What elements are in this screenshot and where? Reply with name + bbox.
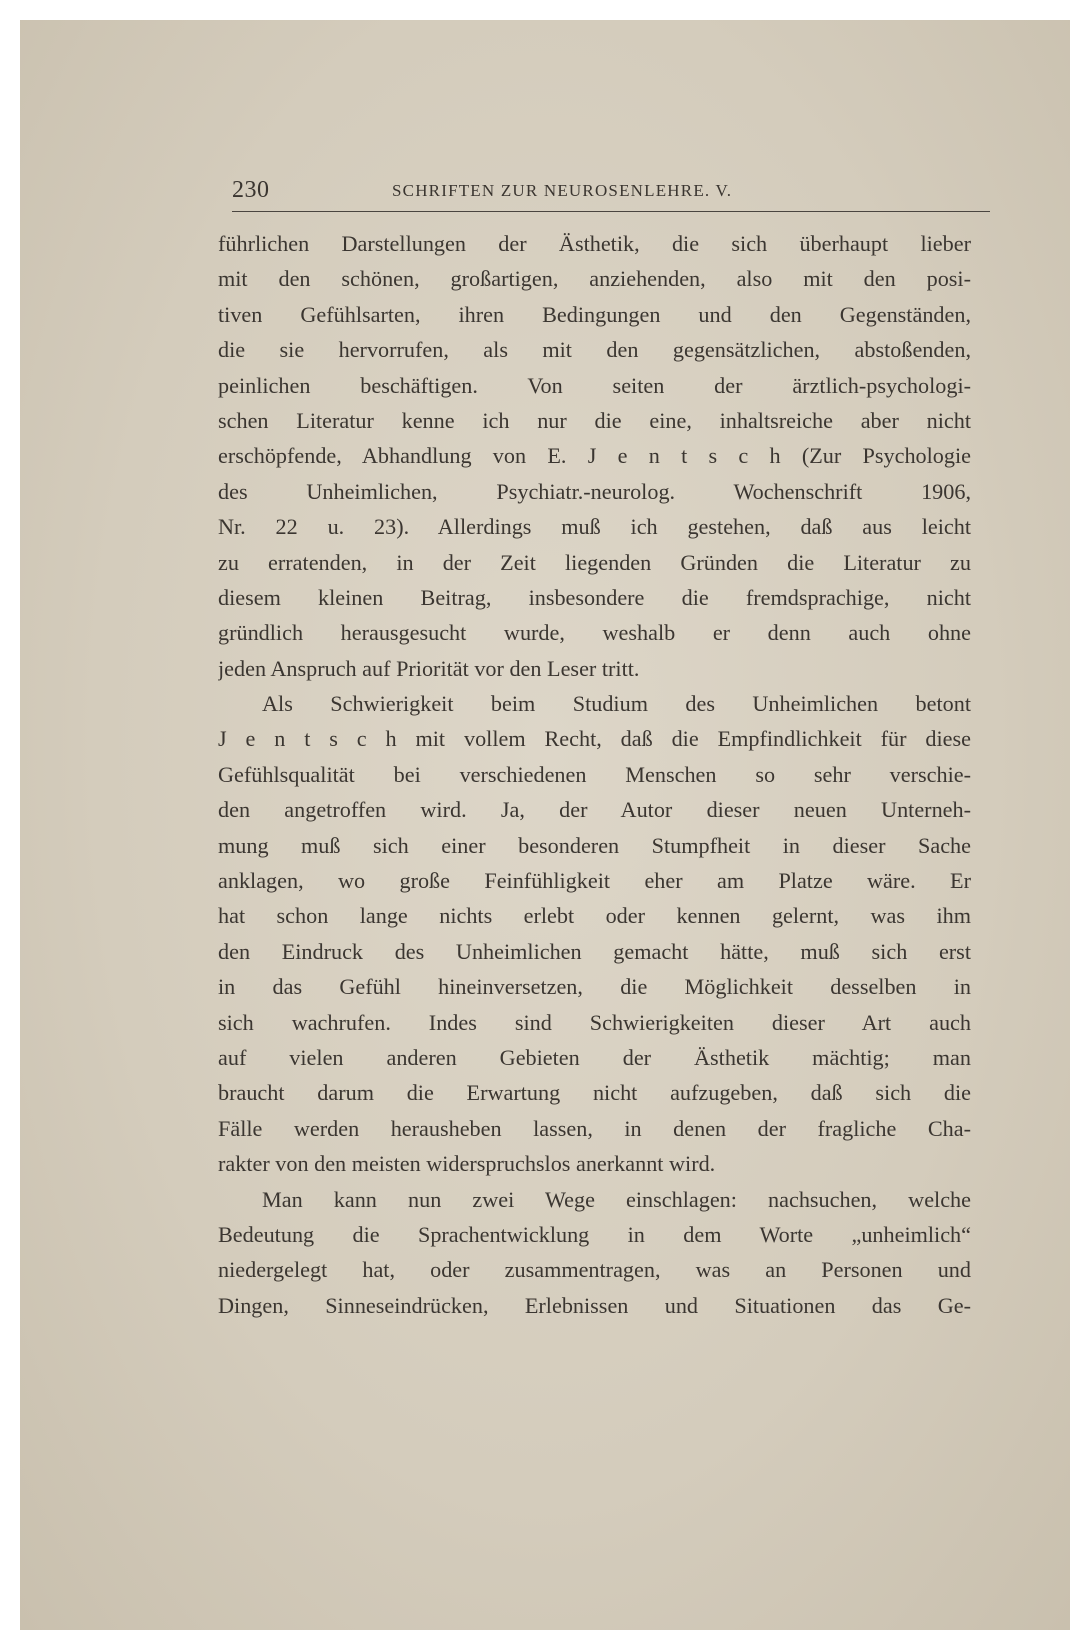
text-line: den angetroffen wird. Ja, der Autor dieser neuen Unterneh-: [218, 797, 971, 823]
text-line: mit den schönen, großartigen, anziehenden, also mit den posi-: [218, 266, 971, 292]
page-number: 230: [232, 177, 270, 203]
paragraph-2: [218, 686, 971, 1181]
text-line: Nr. 22 u. 23). Allerdings muß ich gestehen, daß aus leicht: [218, 514, 971, 540]
text-line: gründlich herausgesucht wurde, weshalb er denn auch ohne: [218, 620, 971, 646]
text-line: die sie hervorrufen, als mit den gegensätzlichen, abstoßenden,: [218, 337, 971, 363]
text-line: anklagen, wo große Feinfühligkeit eher am Platze wäre. Er: [218, 868, 971, 894]
text-line: mung muß sich einer besonderen Stumpfheit in dieser Sache: [218, 832, 971, 858]
text-line: Dingen, Sinneseindrücken, Erlebnissen und Situationen das Ge-: [218, 1292, 971, 1318]
text-line: des Unheimlichen, Psychiatr.-neurolog. Wochenschrift 1906,: [218, 478, 971, 504]
text-line: führlichen Darstellungen der Ästhetik, die sich überhaupt lieber: [218, 231, 971, 256]
text-line: Gefühlsqualität bei verschiedenen Menschen so sehr verschie-: [218, 761, 971, 787]
text-line: in das Gefühl hineinversetzen, die Möglichkeit desselben in: [218, 974, 971, 1000]
paragraph-3: [218, 1182, 971, 1324]
text-line: jeden Anspruch auf Priorität vor den Leser tritt.: [218, 655, 640, 681]
text-line: erschöpfende, Abhandlung von E. J e n t s c h (Zur Psychologie: [218, 443, 971, 469]
text-line: zu erratenden, in der Zeit liegenden Gründen die Literatur zu: [218, 549, 971, 575]
text-line: hat schon lange nichts erlebt oder kennen gelernt, was ihm: [218, 903, 971, 929]
text-line: Bedeutung die Sprachentwicklung in dem Worte „unheimlich“: [218, 1221, 971, 1247]
text-line: sich wachrufen. Indes sind Schwierigkeiten dieser Art auch: [218, 1009, 971, 1035]
text-line: tiven Gefühlsarten, ihren Bedingungen und den Gegenständen,: [218, 301, 971, 327]
running-head: SCHRIFTEN ZUR NEUROSENLEHRE. V.: [392, 181, 733, 200]
text-line: peinlichen beschäftigen. Von seiten der ärztlich-psychologi-: [218, 372, 971, 398]
text-line: niedergelegt hat, oder zusammentragen, was an Personen und: [218, 1257, 971, 1283]
text-line: Als Schwierigkeit beim Studium des Unheimlichen betont: [262, 691, 971, 717]
text-line: auf vielen anderen Gebieten der Ästhetik mächtig; man: [218, 1044, 971, 1070]
text-line: braucht darum die Erwartung nicht aufzugeben, daß sich die: [218, 1080, 971, 1106]
text-line: schen Literatur kenne ich nur die eine, inhaltsreiche aber nicht: [218, 407, 971, 433]
text-line: J e n t s c h mit vollem Recht, daß die Empfindlichkeit für diese: [218, 726, 971, 752]
text-line: Fälle werden herausheben lassen, in denen der fragliche Cha-: [218, 1115, 971, 1141]
text-line: diesem kleinen Beitrag, insbesondere die fremdsprachige, nicht: [218, 584, 971, 610]
page-header: [232, 175, 990, 212]
text-line: Man kann nun zwei Wege einschlagen: nachsuchen, welche: [262, 1186, 971, 1212]
text-line: rakter von den meisten widerspruchslos anerkannt wird.: [218, 1151, 716, 1177]
paragraph-1: [218, 226, 971, 686]
body-text: [218, 226, 971, 1323]
text-line: den Eindruck des Unheimlichen gemacht hätte, muß sich erst: [218, 938, 971, 964]
